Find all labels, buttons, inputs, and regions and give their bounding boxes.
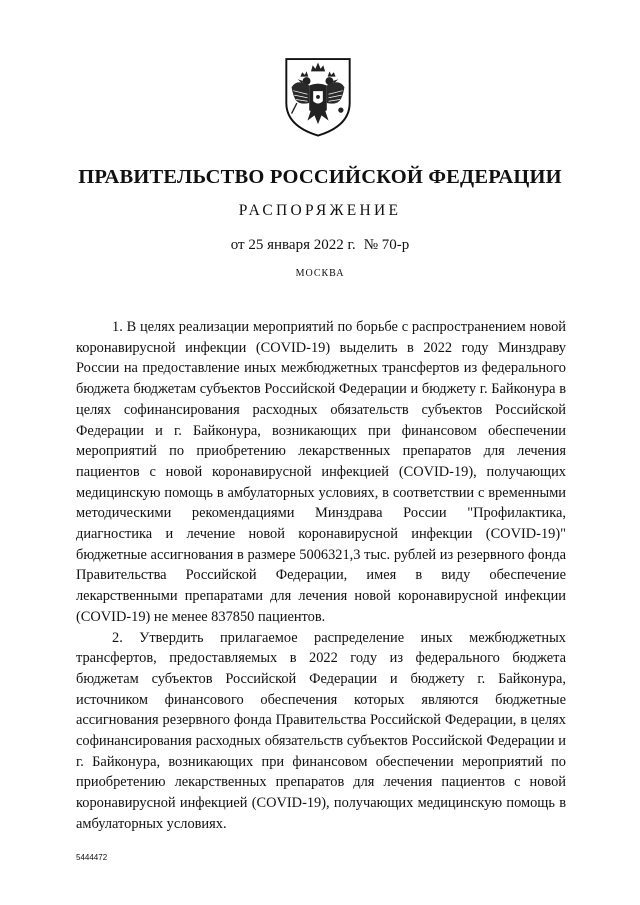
coat-of-arms-emblem	[274, 52, 362, 140]
document-date: от 25 января 2022 г.	[230, 237, 356, 253]
paragraph-2: 2. Утвердить прилагаемое распределение иных межбюджетных трансфертов, предоставляемых в 2022 году из федерального бюджета бюджетам субъектов Российской Федерации и бюджету г. Байконура, источником финансового обеспечения которых являются бюджетные ассигнования резервного фонда Правительства Российской Федерации, в целях софинансирования расходных обязательств субъектов Российской Федерации и г. Байконура, возникающих при финансовом обеспечении мероприятий по приобретению лекарственных препаратов для лечения пациентов с новой коронавирусной инфекцией (COVID-19), получающих медицинскую помощь в амбулаторных условиях.	[76, 629, 566, 832]
date-number-line	[0, 237, 640, 254]
document-body	[76, 317, 566, 835]
document-type: РАСПОРЯЖЕНИЕ	[238, 202, 402, 219]
document-code: 5444472	[76, 853, 108, 862]
city-label: МОСКВА	[295, 268, 345, 279]
paragraph-1: 1. В целях реализации мероприятий по борьбе с распространением новой коронавирусной инфекции (COVID-19) выделить в 2022 году Минздраву России на предоставление иных межбюджетных трансфертов из федерального бюджета бюджетам субъектов Российской Федерации и бюджету г. Байконура в целях софинансирования расходных обязательств субъектов Российской Федерации и г. Байконура, возникающих при финансовом обеспечении мероприятий по приобретению лекарственных препаратов для лечения пациентов с новой коронавирусной инфекцией (COVID-19), получающих медицинскую помощь в амбулаторных условиях, в соответствии с временными методическими рекомендациями Минздрава России "Профилактика, диагностика и лечение новой коронавирусной инфекции (COVID-19)" бюджетные ассигнования в размере 5006321,3 тыс. рублей из резервного фонда Правительства Российской Федерации, имея в виду обеспечение лекарственными препаратами для лечения новой коронавирусной инфекции (COVID-19) не менее 837850 пациентов.	[76, 319, 566, 625]
eagle-icon	[274, 52, 362, 140]
government-title: ПРАВИТЕЛЬСТВО РОССИЙСКОЙ ФЕДЕРАЦИИ	[78, 166, 562, 188]
document-number: № 70-р	[363, 237, 410, 253]
